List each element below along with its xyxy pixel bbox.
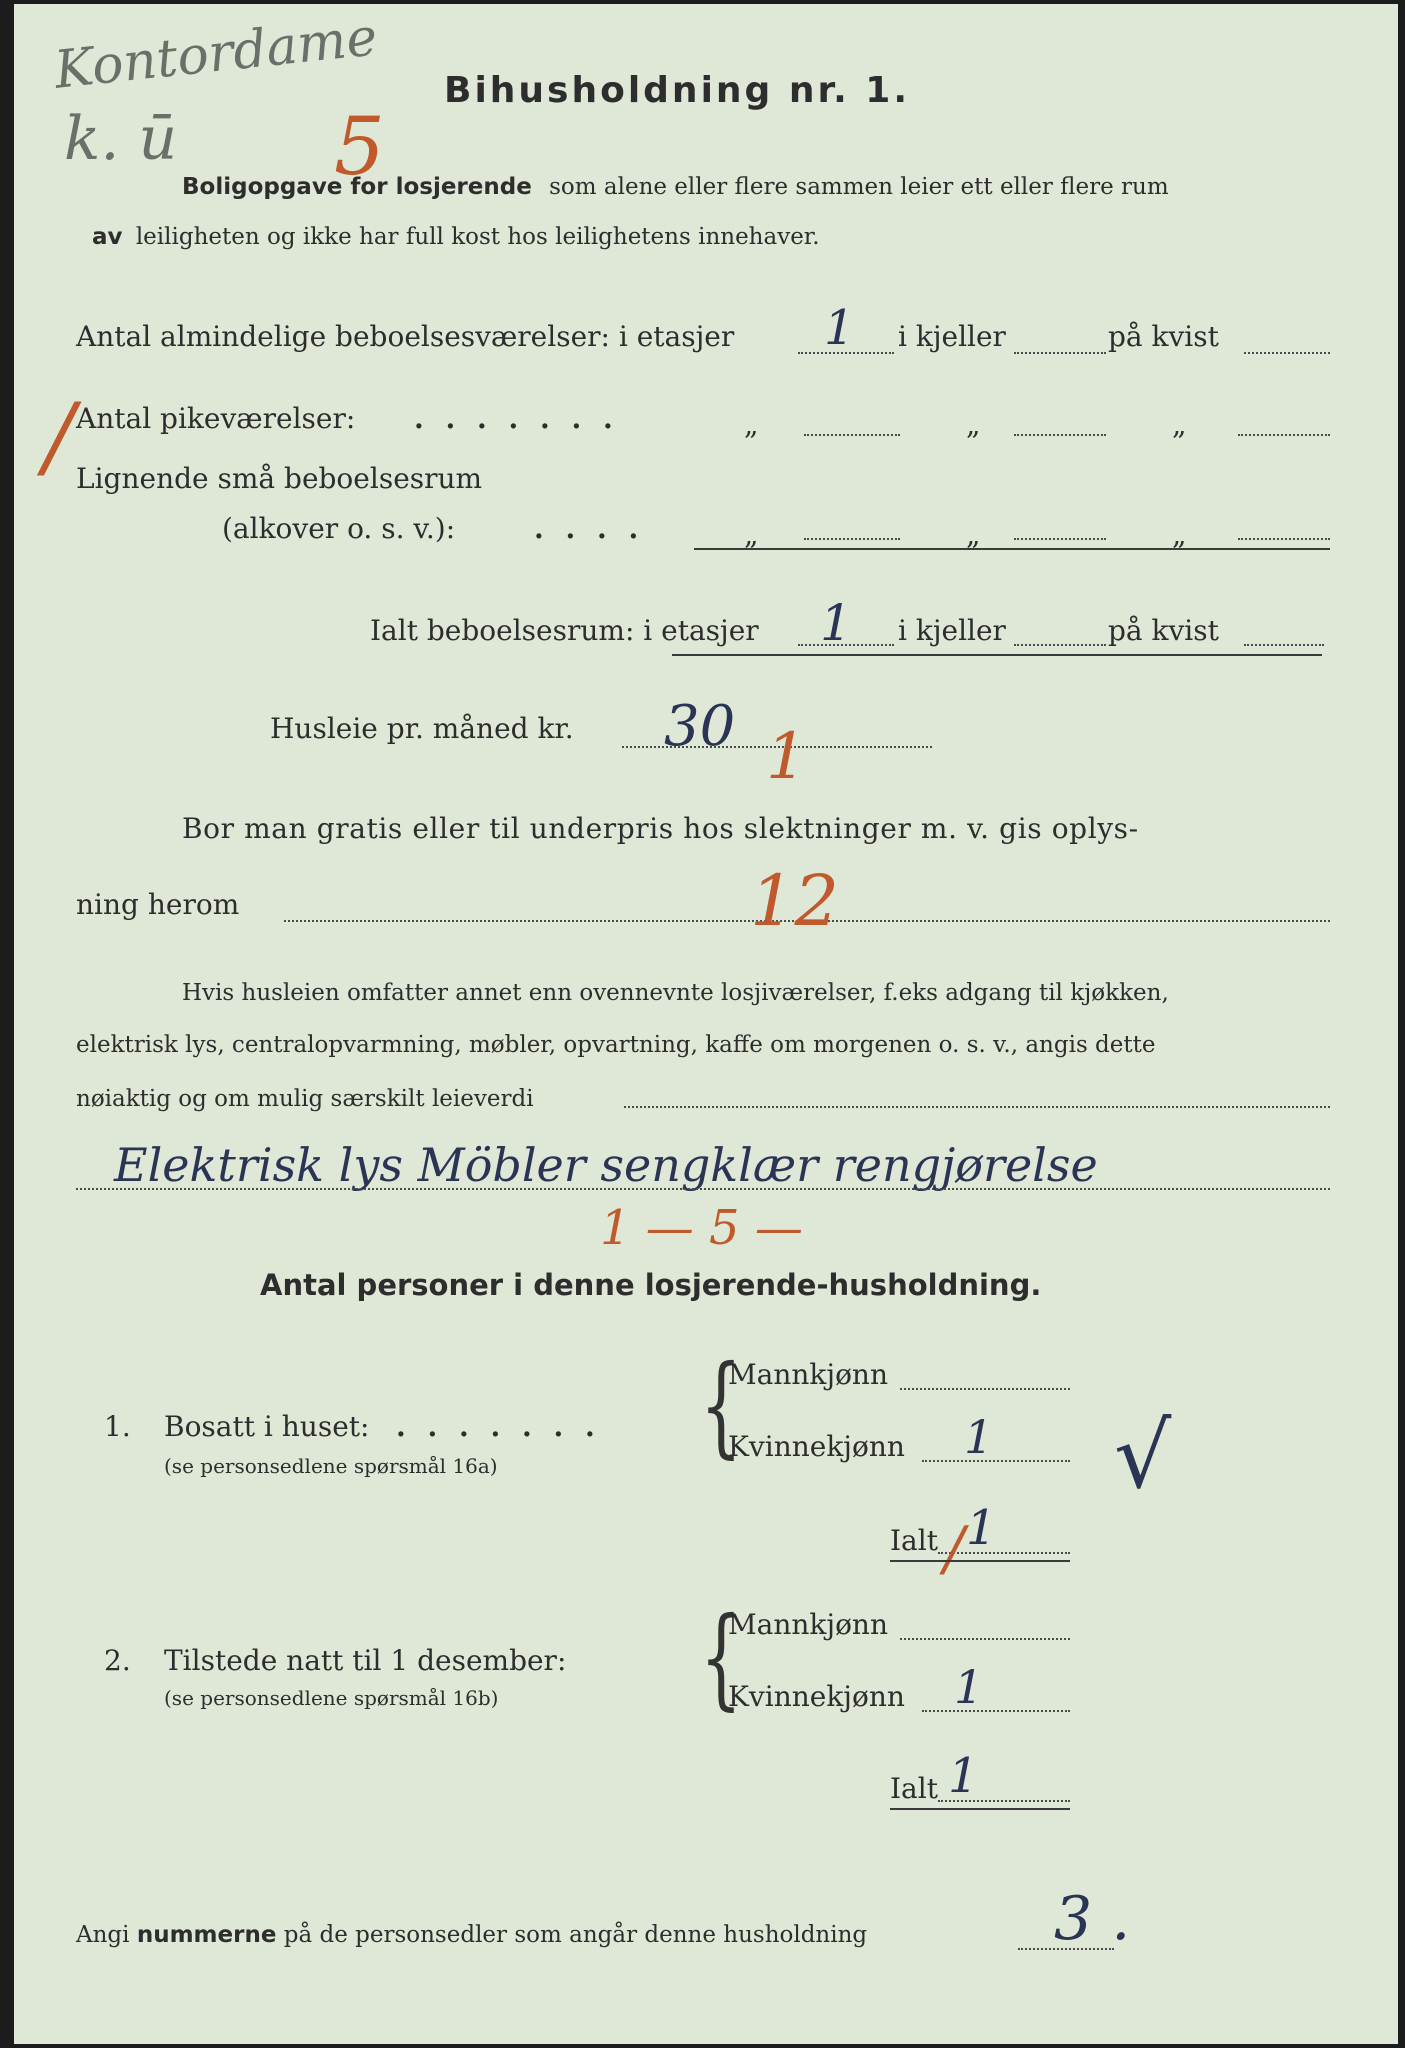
persons-heading: Antal personer i denne losjerende-husholdning. xyxy=(260,1268,1042,1302)
row2-ditto-2: „ xyxy=(966,408,981,441)
item2-mann-line xyxy=(900,1638,1070,1640)
page-title: Bihusholdning nr. 1. xyxy=(444,70,911,111)
item1-ialt-rule xyxy=(890,1560,1070,1562)
item2-kvinne-label: Kvinnekjønn xyxy=(728,1680,905,1713)
intro-line-2 xyxy=(92,224,820,250)
intro-text-2: leiligheten og ikke har full kost hos leilighetens innehaver. xyxy=(135,224,820,250)
item1-label: Bosatt i huset: xyxy=(164,1410,370,1443)
red-note-12: 12 xyxy=(750,860,840,942)
item1-sub: (se personsedlene spørsmål 16a) xyxy=(164,1454,498,1478)
item2-kvinne-line xyxy=(922,1710,1070,1712)
item1-dots: . . . . . . . xyxy=(396,1410,601,1443)
kvist-line xyxy=(1244,352,1330,354)
item2-kvinne-value: 1 xyxy=(954,1660,984,1714)
free-housing-line-2: ning herom xyxy=(76,888,240,921)
item2-brace: { xyxy=(700,1593,742,1721)
footer-line xyxy=(76,1922,867,1948)
intro-bold: Boligopgave for losjerende xyxy=(182,174,532,200)
row3-ditto-1: „ xyxy=(744,518,759,551)
item1-mann-label: Mannkjønn xyxy=(728,1358,889,1391)
footer-bold: nummerne xyxy=(136,1922,277,1948)
total-etasjer-value: 1 xyxy=(820,594,852,652)
footer-post: på de personsedler som angår denne husholdning xyxy=(283,1922,868,1948)
pencil-note-code: k. ū xyxy=(64,104,178,174)
extras-handwritten: Elektrisk lys Möbler sengklær rengjørelse xyxy=(114,1138,1098,1192)
item2-sub: (se personsedlene spørsmål 16b) xyxy=(164,1686,499,1710)
row2-line-1 xyxy=(804,434,900,436)
total-rooms-label: Ialt beboelsesrum: i etasjer xyxy=(370,614,759,647)
kjeller-line xyxy=(1014,352,1106,354)
extras-line-1: Hvis husleien omfatter annet enn ovennevnte losjiværelser, f.eks adgang til kjøkken, xyxy=(182,980,1169,1006)
free-housing-line-1: Bor man gratis eller til underpris hos slektninger m. v. gis oplys- xyxy=(182,812,1139,845)
item1-kvinne-label: Kvinnekjønn xyxy=(728,1430,905,1463)
row3-ditto-3: „ xyxy=(1172,518,1187,551)
rooms-sum-rule xyxy=(694,548,1330,550)
item1-number: 1. xyxy=(104,1410,131,1443)
red-persons-mark: 1 — 5 — xyxy=(600,1200,803,1256)
item1-ialt-label: Ialt xyxy=(890,1524,938,1557)
row3-line-2 xyxy=(1014,538,1106,540)
kvist-label: på kvist xyxy=(1108,320,1219,353)
total-kjeller-line xyxy=(1014,644,1106,646)
rooms-row3-dots: . . . . xyxy=(534,512,645,545)
row2-ditto-1: „ xyxy=(744,408,759,441)
item2-mann-label: Mannkjønn xyxy=(728,1608,889,1641)
intro-line-1 xyxy=(182,174,1169,200)
item2-ialt-rule xyxy=(890,1808,1070,1810)
intro-bold-2: av xyxy=(92,224,123,250)
row2-ditto-3: „ xyxy=(1172,408,1187,441)
extras-line-2-rule xyxy=(76,1188,1330,1190)
item2-number: 2. xyxy=(104,1644,131,1677)
footer-pre: Angi xyxy=(76,1922,130,1948)
total-kjeller-label: i kjeller xyxy=(898,614,1006,647)
row2-line-2 xyxy=(1014,434,1106,436)
footer-value: 3 . xyxy=(1054,1884,1131,1954)
red-total-check: / xyxy=(944,1514,965,1584)
total-underline xyxy=(672,654,1322,656)
rooms-row1-label: Antal almindelige beboelsesværelser: i etasjer xyxy=(76,320,735,353)
etasjer-value: 1 xyxy=(824,300,855,356)
red-margin-mark: / xyxy=(44,384,75,489)
extras-line-2: elektrisk lys, centralopvarmning, møbler, opvartning, kaffe om morgenen o. s. v., angis dette xyxy=(76,1032,1156,1058)
red-rent-mark: 1 xyxy=(766,720,807,794)
item2-ialt-value: 1 xyxy=(948,1748,979,1804)
row3-line-3 xyxy=(1238,538,1330,540)
item1-kvinne-line xyxy=(922,1460,1070,1462)
red-note-number: 5 xyxy=(334,100,385,193)
item1-mann-line xyxy=(900,1388,1070,1390)
ink-check-mark: √ xyxy=(1114,1404,1172,1509)
rent-value: 30 xyxy=(664,694,736,759)
census-form-sheet xyxy=(14,4,1398,2044)
item2-label: Tilstede natt til 1 desember: xyxy=(164,1644,567,1677)
rooms-row2-dots: . . . . . . . xyxy=(414,402,619,435)
rooms-row3-label-2: (alkover o. s. v.): xyxy=(222,512,456,545)
kjeller-label: i kjeller xyxy=(898,320,1006,353)
total-kvist-line xyxy=(1244,644,1324,646)
row3-ditto-2: „ xyxy=(966,518,981,551)
rooms-row3-label-1: Lignende små beboelsesrum xyxy=(76,462,483,495)
item1-brace: { xyxy=(700,1341,742,1469)
rent-label: Husleie pr. måned kr. xyxy=(270,712,574,745)
intro-text-1: som alene eller flere sammen leier ett eller flere rum xyxy=(549,174,1169,200)
total-kvist-label: på kvist xyxy=(1108,614,1219,647)
item2-ialt-label: Ialt xyxy=(890,1772,938,1805)
rooms-row2-label: Antal pikeværelser: xyxy=(76,402,356,435)
row2-line-3 xyxy=(1238,434,1330,436)
row3-line-1 xyxy=(804,538,900,540)
extras-line-3: nøiaktig og om mulig særskilt leieverdi xyxy=(76,1086,534,1112)
pencil-note-occupation: Kontordame xyxy=(51,7,380,101)
item1-kvinne-value: 1 xyxy=(964,1410,994,1464)
item1-ialt-value: 1 xyxy=(966,1500,997,1556)
extras-line xyxy=(624,1106,1330,1108)
